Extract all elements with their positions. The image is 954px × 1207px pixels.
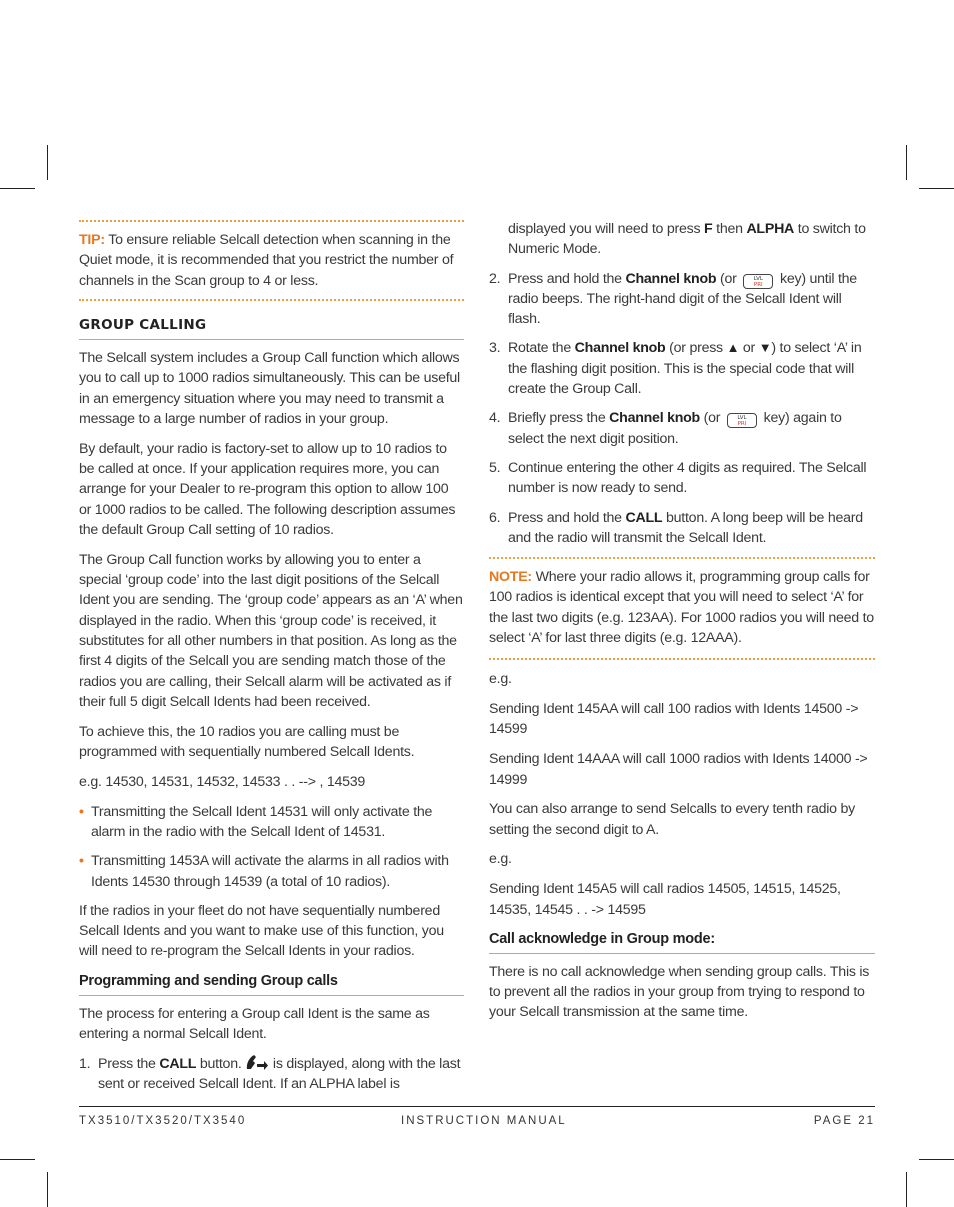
crop-mark (919, 1159, 954, 1160)
up-triangle-icon: ▲ (726, 340, 740, 356)
lvl-pri-key-icon: LVL PRI (727, 413, 757, 428)
crop-mark (47, 1172, 48, 1207)
list-item: • Transmitting 1453A will activate the alarms in all radios with Idents 14530 through 14539 (a total of 10 radios). (79, 853, 449, 890)
note-callout (489, 559, 875, 658)
tip-text: To ensure reliable Selcall detection when scanning in the Quiet mode, it is recommended that you restrict the number of channels in the Scan group to 4 or less. (79, 232, 454, 289)
footer-page-number: PAGE 21 (813, 1115, 875, 1127)
step-6: 6. Press and hold the CALL button. A long beep will be heard and the radio will transmit the Selcall Ident. (489, 509, 863, 546)
footer-models: TX3510/TX3520/TX3540 (79, 1115, 247, 1127)
steps-list-part1 (79, 1054, 464, 1095)
group-calling-p6: If the radios in your fleet do not have sequentially numbered Selcall Idents and you want to make use of this function, you will need to re-program the Selcall Idents in your radios. (79, 902, 444, 960)
crop-mark (0, 1159, 35, 1160)
example-1: Sending Ident 145AA will call 100 radios with Idents 14500 -> 14599 (489, 701, 859, 738)
group-calling-p4: To achieve this, the 10 radios you are calling must be programmed with sequentially numbered Selcall Idents. (79, 723, 415, 761)
right-column (489, 220, 875, 1032)
footer-manual-title: INSTRUCTION MANUAL (401, 1115, 567, 1127)
step-1-continued: displayed you will need to press F then ALPHA to switch to Numeric Mode. (508, 221, 866, 258)
lvl-pri-key-icon: LVL PRI (743, 274, 773, 289)
example-2: Sending Ident 14AAA will call 1000 radios with Idents 14000 -> 14999 (489, 751, 868, 788)
call-handset-icon (245, 1054, 269, 1071)
crop-mark (906, 145, 907, 180)
tip-callout (79, 222, 464, 299)
tip-bottom-rule (79, 299, 464, 301)
example-3: Sending Ident 145A5 will call radios 14505, 14515, 14525, 14535, 14545 . . -> 14595 (489, 881, 841, 918)
list-item: • Transmitting the Selcall Ident 14531 will only activate the alarm in the radio with the Selcall Ident of 14531. (79, 803, 433, 840)
programming-heading: Programming and sending Group calls (79, 971, 464, 995)
step-1-tail: displayed you will need to press (508, 221, 705, 237)
down-triangle-icon: ▼ (758, 340, 772, 356)
steps-list-part2 (489, 219, 875, 548)
step-3: 3. Rotate the Channel knob (or press ▲ or ▼) to select ‘A’ in the flashing digit position. This is the special code that will create the Group Call. (489, 340, 862, 398)
page-footer (79, 1106, 875, 1127)
crop-mark (47, 145, 48, 180)
bullet-icon: • (79, 853, 84, 870)
bullet-icon: • (79, 803, 84, 820)
group-calling-p3: The Group Call function works by allowing you to enter a special ‘group code’ into the last digit positions of the Selcall Ident you are sending. The ‘group code’ appears as an ‘A’ when displayed in the radio. When this ‘group code’ is received, it substitutes for all other numbers in that position. As long as the first 4 digits of the Selcall you are sending match those of the radios you are calling, their Selcall alarm will be activated as if their full 5 digit Selcall Idents had been received. (79, 551, 463, 710)
tenth-radio-text: You can also arrange to send Selcalls to every tenth radio by setting the second digit to A. (489, 801, 855, 838)
crop-mark (906, 1172, 907, 1207)
step-1: 1. Press the CALL button. is displayed, along with the last sent or received Selcall Ident. If an ALPHA label is (79, 1055, 461, 1092)
group-calling-example: e.g. 14530, 14531, 14532, 14533 . . --> , 14539 (79, 773, 366, 790)
tip-label: TIP: (79, 232, 105, 248)
crop-mark (0, 188, 35, 189)
left-column (79, 220, 464, 1103)
crop-mark (919, 188, 954, 189)
example-label: e.g. (489, 671, 512, 688)
group-calling-bullets (79, 802, 464, 892)
group-calling-heading: GROUP CALLING (79, 315, 464, 340)
group-calling-p2: By default, your radio is factory-set to allow up to 10 radios to be called at once. If your application requires more, you can arrange for your Dealer to re-program this option to allow 100 or 1000 radios to be called. The following description assumes the default Group Call setting of 10 radios. (79, 440, 456, 539)
step-4: 4. Briefly press the Channel knob (or LVL PRI key) again to select the next digit position. (489, 410, 842, 447)
step-5: 5. Continue entering the other 4 digits as required. The Selcall number is now ready to send. (489, 459, 867, 497)
acknowledge-heading: Call acknowledge in Group mode: (489, 929, 875, 953)
note-bottom-rule (489, 658, 875, 660)
note-text: Where your radio allows it, programming group calls for 100 radios is identical except that you will need to select ‘A’ for the last two digits (e.g. 123AA). For 1000 radios you will need to select ‘A’ for last three digits (e.g. 12AAA). (489, 569, 874, 647)
acknowledge-text: There is no call acknowledge when sending group calls. This is to prevent all the radios in your group from trying to respond to your Selcall transmission at the same time. (489, 963, 870, 1021)
step-2: 2. Press and hold the Channel knob (or LVL PRI key) until the radio beeps. The right-hand digit of the Selcall Ident will flash. (489, 270, 857, 328)
example-label: e.g. (489, 851, 512, 868)
group-calling-p1: The Selcall system includes a Group Call function which allows you to call up to 1000 radios simultaneously. This can be useful in an emergency situation where you may need to transmit a message to a large number of radios in your group. (79, 350, 460, 428)
programming-intro: The process for entering a Group call Ident is the same as entering a normal Selcall Ident. (79, 1005, 430, 1042)
note-label: NOTE: (489, 569, 532, 586)
